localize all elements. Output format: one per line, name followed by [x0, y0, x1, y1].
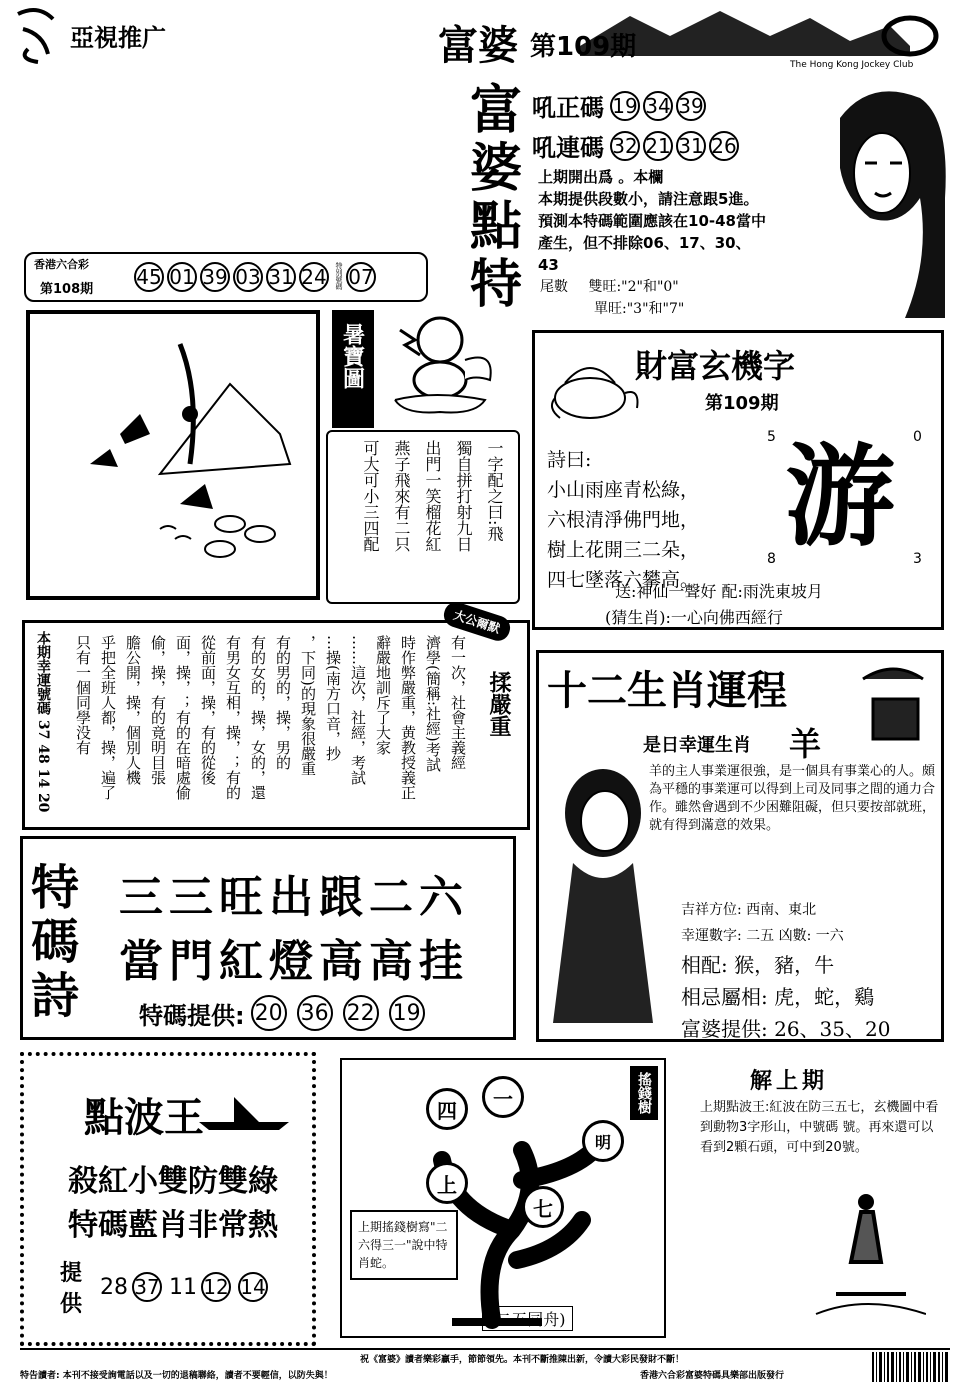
result-balls — [134, 262, 379, 292]
title-char: 特 — [470, 254, 523, 315]
tag-char: 碼 — [31, 914, 80, 970]
wealth-issue: 第109期 — [705, 393, 779, 414]
last-issue-panel — [696, 1064, 946, 1340]
wave-supply — [60, 1256, 90, 1318]
prediction-line: 預測本特碼範圍應該在10-48當中 — [538, 212, 766, 230]
wave-title: 點波王 — [84, 1094, 204, 1141]
result-ball: 39 — [200, 262, 230, 292]
special-ball: 22 — [343, 995, 379, 1031]
tail-single: 單旺:"3"和"7" — [594, 301, 685, 317]
tree-fruit: 四 — [426, 1088, 468, 1130]
lian-ball: 21 — [643, 131, 673, 161]
hermit-icon — [806, 1184, 926, 1324]
joke-line: 面，操，；有的在暗處偷 — [174, 635, 192, 800]
zheng-row — [532, 88, 709, 123]
header-logo — [8, 4, 178, 64]
wave-line1: 殺紅小雙防雙綠 — [68, 1164, 278, 1199]
prediction-line: 上期開出爲 。本欄 — [538, 168, 664, 186]
joke-line: 濟學(簡稱:社經)考試 — [424, 635, 442, 772]
zodiac-panel — [536, 650, 944, 1042]
lian-ball: 32 — [610, 131, 640, 161]
tree-fruit: 七 — [522, 1186, 564, 1228]
money-tree-note: 上期搖錢樹寫"二六得三一"說中特肖蛇。 — [350, 1210, 458, 1280]
riddle-scroll — [326, 430, 520, 604]
zodiac-match: 相配: 猴，豬，牛 — [681, 953, 835, 977]
joke-line: 乎把全班人都，操，遍了 — [99, 635, 117, 800]
result-ball: 03 — [233, 262, 263, 292]
result-ball: 45 — [134, 262, 164, 292]
club-name: The Hong Kong Jockey Club — [790, 60, 914, 70]
riddle-line: 獨自拼打射九日 — [454, 440, 473, 552]
logo-mark-icon — [8, 4, 68, 64]
zheng-label: 吼正碼 — [532, 93, 604, 122]
riddle-line: 一字配之曰:飛 — [485, 440, 504, 542]
tag-char: 詩 — [31, 968, 80, 1024]
joke-line: 有的女的，操，女的，還 — [249, 635, 267, 800]
joke-line: 有男女互相，操，；有的 — [224, 635, 242, 800]
lian-ball: 31 — [676, 131, 706, 161]
last-result-issue: 第108期 — [40, 282, 94, 297]
guess-line: (猜生肖):一心向佛西經行 — [605, 608, 783, 627]
lucky-label: 是日幸運生肖 — [643, 735, 751, 756]
zodiac-supply: 富婆提供: 26、35、20 — [681, 1017, 891, 1041]
wealth-panel — [532, 330, 944, 630]
supply-char: 提 — [60, 1260, 83, 1286]
result-ball: 24 — [299, 262, 329, 292]
joke-line: ，下同)的現象很嚴重 — [299, 635, 317, 776]
tail-double: 雙旺:"2"和"0" — [588, 279, 679, 295]
brand-title: 富婆 — [438, 22, 518, 69]
last-issue-text: 上期點波王:紅波在防三五七，玄機圖中看到動物3字形山，中號碼 號。再來還可以看到2顆石頭，可中到20號。 — [700, 1100, 939, 1155]
wealth-title: 財富玄機字 — [635, 347, 796, 385]
money-tree-panel — [340, 1058, 666, 1338]
joke-badge: 大公爾默 — [441, 599, 513, 644]
barcode-icon — [870, 1350, 950, 1384]
woman-photo-icon — [543, 763, 663, 1023]
special-ball: 36 — [297, 995, 333, 1031]
joke-title: 揉嚴重 — [486, 671, 512, 737]
title-char: 富 — [470, 80, 523, 141]
zodiac-clash: 相忌屬相: 虎，蛇，鷄 — [681, 985, 875, 1009]
poem-line: 六根清淨佛門地， — [547, 509, 700, 531]
cupid-illustration — [380, 300, 500, 420]
footer-line2: 特告讀者: 本刊不接受詢電話以及一切的退稿聯絡，讀者不要輕信，以防失與！ — [20, 1371, 333, 1381]
lian-ball: 26 — [709, 131, 739, 161]
tail-numbers — [540, 276, 684, 320]
result-ball: 31 — [266, 262, 296, 292]
lian-row — [532, 128, 742, 163]
joke-columns — [73, 635, 469, 815]
poem-line: 樹上花開三二朵， — [547, 539, 700, 561]
zheng-ball: 34 — [643, 91, 673, 121]
logo-text: 亞視推广 — [70, 24, 166, 52]
cupid-icon — [380, 300, 500, 420]
tag-char: 特 — [31, 860, 80, 916]
tree-fruit: 明 — [582, 1120, 624, 1162]
joke-line: 只有一個同學没有 — [74, 635, 92, 755]
lucky-animal: 羊 — [789, 725, 822, 763]
comic-frame — [26, 310, 320, 600]
special-supply — [139, 995, 428, 1031]
special-ball: 19 — [389, 995, 425, 1031]
tail-label: 尾數 — [540, 279, 568, 295]
special-poem-tag — [31, 861, 87, 1023]
footer — [20, 1348, 950, 1386]
corner-number: 3 — [913, 551, 922, 567]
woman-portrait-icon — [810, 78, 950, 318]
zodiac-numbers: 幸運數字: 二五 凶數: 一六 — [681, 928, 844, 944]
joke-line: 有的男的，操，男的 — [274, 635, 292, 770]
footer-publisher: 香港六合彩富婆特碼具樂部出版發行 — [640, 1371, 785, 1381]
joke-line: 辭嚴地訓斥了大家 — [374, 635, 392, 755]
supply-char: 供 — [60, 1291, 83, 1317]
wave-panel — [20, 1052, 316, 1346]
zodiac-details — [681, 897, 890, 1045]
poem-line: 四七墜落六攀高。 — [547, 569, 700, 591]
wave-line2: 特碼藍肖非常熱 — [68, 1208, 278, 1243]
special-poem-line1: 三三旺出跟二六 — [119, 872, 469, 923]
corner-number: 0 — [913, 429, 922, 445]
lucky-numbers-side: 本期幸運號碼 37 48 14 20 — [35, 631, 51, 813]
money-tree-tag: 搖錢樹 — [630, 1066, 658, 1120]
last-result-bar — [24, 252, 428, 302]
special-tag: 特別號碼 — [335, 262, 343, 290]
last-issue-title: 解上期 — [750, 1068, 829, 1094]
joke-line: ……這次，社經，考試 — [349, 635, 367, 785]
prediction-text — [538, 166, 838, 276]
result-ball: 01 — [167, 262, 197, 292]
boat-icon — [194, 1092, 294, 1132]
poem-title: 詩曰: — [547, 449, 592, 471]
wave-numbers — [100, 1272, 271, 1302]
wave-number: 28 — [100, 1274, 128, 1300]
header-banner — [430, 6, 950, 72]
big-char: 游 — [785, 432, 895, 561]
special-poem-line2: 當門紅燈高高挂 — [119, 936, 469, 987]
special-poem-panel — [20, 836, 516, 1040]
riddle-line: 燕子飛來有二只 — [392, 440, 411, 552]
comic-tag — [332, 310, 374, 428]
woman-portrait — [810, 78, 950, 318]
special-ball: 07 — [346, 262, 376, 292]
last-result-label: 香港六合彩 — [34, 258, 89, 271]
riddle-line: 出門一笑榴花紅 — [423, 440, 442, 552]
teapot-icon — [545, 343, 645, 433]
zodiac-direction: 吉祥方位: 西南、東北 — [681, 902, 817, 918]
corner-number: 8 — [767, 551, 776, 567]
riddle-columns — [359, 440, 506, 552]
wave-number-circled: 37 — [132, 1272, 162, 1302]
fist-icon — [853, 659, 933, 749]
tree-fruit: 上 — [426, 1162, 468, 1204]
title-char: 點 — [470, 196, 523, 257]
poem-block — [547, 445, 699, 595]
send-line: 送:神仙一聲好 配:雨洗東坡月 — [615, 582, 823, 601]
title-char: 婆 — [470, 138, 523, 199]
joke-line: 有一次，社會主義經 — [449, 635, 467, 770]
prediction-line: 43 — [538, 256, 559, 274]
comic-drawing-icon — [30, 314, 316, 596]
special-ball: 20 — [251, 995, 287, 1031]
zodiac-title: 十二生肖運程 — [547, 667, 787, 714]
tree-fruit: 一 — [482, 1076, 524, 1118]
money-tree-caption: (二五同舟) — [482, 1306, 573, 1331]
lian-label: 吼連碼 — [532, 133, 604, 162]
joke-line: 偷，操，有的竟明目張 — [149, 635, 167, 785]
issue-number: 第109期 — [530, 32, 637, 62]
wave-number-circled: 14 — [238, 1272, 268, 1302]
wave-number: 11 — [169, 1274, 197, 1300]
footer-line1: 祝《富婆》讀者樂彩贏手，節節領先。本刊不斷推陳出新，令讀大彩民發財不斷！ — [360, 1355, 685, 1365]
joke-line: 從前面，操，有的從後 — [199, 635, 217, 785]
corner-number: 5 — [767, 429, 776, 445]
special-supply-label: 特碼提供: — [139, 1001, 245, 1030]
wave-number-circled: 12 — [201, 1272, 231, 1302]
poem-line: 小山雨座青松綠， — [547, 479, 700, 501]
zheng-ball: 19 — [610, 91, 640, 121]
prediction-line: 本期提供段數小，請注意跟5進。 — [538, 190, 759, 208]
zodiac-desc: 羊的主人事業運很強，是一個具有事業心的人。頗為平穩的事業運可以得到上司及同事之間的通力合作。雖然會遇到不少困難阻礙，但只要按部就班，就有得到滿意的效果。 — [649, 764, 936, 833]
zheng-ball: 39 — [676, 91, 706, 121]
joke-line: 時作弊嚴重，黄教授義正 — [399, 635, 417, 800]
joke-line: …操(南方口音，抄 — [324, 635, 342, 761]
comic-tag-text: 暑寶圖 — [339, 323, 366, 389]
joke-panel — [22, 607, 530, 830]
joke-line: 膽公開，操，個別人機 — [124, 635, 142, 785]
prediction-line: 產生，但不排除06、17、30、 — [538, 234, 751, 252]
riddle-line: 可大可小三四配 — [361, 440, 380, 552]
point-special-title — [470, 82, 530, 314]
